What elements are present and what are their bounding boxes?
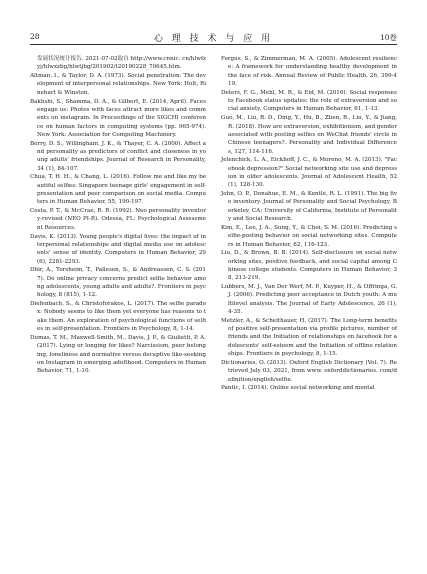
reference-entry: Pantic, I. (2014). Online social networking and mental: [221, 385, 375, 392]
reference-entry: Lubbers, M. J., Van Der Werf, M. P., Kuyper, H., & Offringa, G. J. (2006). Predicting peer acceptance in Dutch youth: A multilevel analysis. The Journal of Early Adolescence, 26 (1), 4-35.: [221, 284, 397, 316]
page-header: [30, 30, 397, 45]
reference-entry: Kim, E., Lee, J. A., Sung, Y., & Choi, S. M. (2016). Predicting selfie-posting behavior on social networking sites. Computers in Human Behavior, 62, 116-123.: [221, 224, 397, 248]
reference-entry: Deters, F. G., Mehl, M. R., & Eid, M. (2016). Social responses to Facebook status updates: the role of extraversion and social anxiety. Computers in Human Behavior, 61, 1-13.: [221, 89, 397, 113]
reference-entry: Altman, I., & Taylor, D. A. (1973). Social penetration: The development of interpersonal relationships. New York: Holt, Rinehart & Winston.: [30, 73, 206, 96]
reference-entry: Dumas, T. M., Maxwell-Smith, M., Davis, J. P., & Giulietti, P. A. (2017). Lying or longing for likes? Narcissism, peer belonging, loneliness and normative versus deceptive like-seeking on Instagram in emerging adulthood. Computers in Human Behavior, 71, 1-10.: [30, 334, 206, 375]
reference-entry: Liu, D., & Brown, B. B. (2014). Self-disclosure on social networking sites, positive feedback, and social capital among Chinese college students. Computers in Human Behavior, 38, 213-219.: [221, 250, 397, 282]
reference-entry: Diefenbach, S., & Christoforakos, L. (2017). The selfie paradox: Nobody seems to like them yet everyone has reasons to take them. An exploration of psychological functions of selfies in self-presentation. Frontiers in Psychology, 8, 1-14.: [30, 301, 206, 333]
reference-entry: Berry, D. S., Willingham, J. K., & Thayer, C. A. (2000). Affect and personality as predictors of conflict and closeness in young adults' friendships. Journal of Research in Personality, 34 (1), 84-107.: [30, 140, 206, 172]
reference-entry: Metzler, A., & Scheithauer, H. (2017). The Long-term benefits of positive self-presentation via profile pictures, number of friends and the Initiation of relationships on facebook for adolescents' self-esteem and the Initiation of offline relationships. Frontiers in psychology, 8, 1-15.: [221, 317, 397, 358]
volume-label: 10卷: [379, 33, 397, 42]
reference-entry: Guo, M., Liu, R. D., Ding, Y., Hu, B., Zhen, R., Liu, Y., & Jiang, R. (2018). How are extraversion, exhibitionism, and gender associated with posting selfies on WeChat friends' circle in Chinese teenagers?. Personality and Individual Differences, 127, 114-116.: [221, 115, 397, 155]
reference-entry: Dictionaries, O. (2013). Oxford English Dictionary (Vol. 7). Retrieved July 03, 2021, from www. oxforddictionaries. com/definition/english/selfie.: [221, 359, 397, 383]
page-number: 28: [30, 32, 40, 41]
reference-entry: Costa, P. T., & McCrae, R. R. (1992). Neo personality inventory-revised (NEO PI-R). Odessa, FL: Psychological Assessment Resources.: [30, 208, 206, 231]
reference-entry: Bakhshi, S., Shamma, D. A., & Gilbert, E. (2014, April). Faces engage us: Photos with faces attract more likes and comments on instagram. In Proceedings of the SIGCHI conference on human factors in computing systems (pp. 965-974). New York: Association for Computing Machinery.: [30, 98, 206, 138]
references-section: [30, 55, 397, 555]
reference-entry: Jelenchick, L. A., Eickhoff, J. C., & Moreno, M. A. (2013). "Facebook depression?" Social networking site use and depression in older adolescents. Journal of Adolescent Health, 52 (1), 128-130.: [221, 157, 397, 189]
reference-entry: 发展状况统计报告. 2021-07-02取自 http://www.cnnic. cn/hlwfzyj/hlwxzbg/hlwtjbg/201902/t20190228_70645.htm.: [37, 56, 206, 71]
journal-title: 心 理 技 术 与 应 用: [153, 34, 274, 44]
reference-entry: Fergus, S., & Zimmerman, M. A. (2005). Adolescent resilience: A framework for understanding healthy development in the face of risk. Annual Review of Public Health, 26, 399-419.: [221, 56, 397, 88]
reference-entry: John, O. P., Donahue, E. M., & Kentle, R. L. (1991). The big five inventory. Journal of Personality and Social Psychology. Berkeley, CA: University of California, Institute of Personality and Social Research.: [221, 191, 397, 223]
right-column: [221, 55, 397, 555]
reference-entry: Dhir, A., Torsheim, T., Pallesen, S., & Andreassen, C. S. (2017). Do online privacy concerns predict selfie behavior among adolescents, young adults and adults?. Frontiers in psychology, 8 (815), 1-12.: [30, 267, 206, 299]
left-column: [30, 55, 206, 555]
reference-entry: Chua, T. H. H., & Chang, L. (2016). Follow me and like my beautiful selfies: Singapore teenage girls' engagement in self-presentation and peer comparison on social media. Computers in Human Behavior, 55, 190-197.: [30, 174, 206, 206]
reference-entry: Davis, K. (2013). Young people's digital lives: the impact of interpersonal relationships and digital media use on adolescents' sense of identity. Computers in Human Behavior, 29 (6), 2281-2293.: [30, 233, 206, 265]
